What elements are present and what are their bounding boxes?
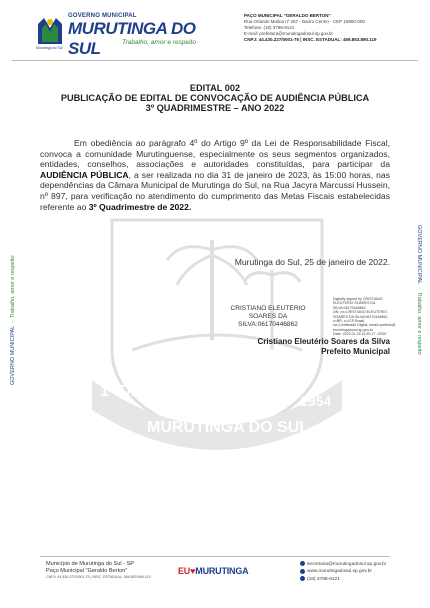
digital-line: Digitally signed by CRISTIANO	[333, 297, 383, 301]
right-ribbon-label: GOVERNO MUNICIPAL	[416, 225, 422, 284]
digital-line: SOARES DA SILVA:06170446862,	[333, 314, 389, 319]
digital-line: murutingadosul.sp.gov.br	[333, 327, 374, 332]
watermark-city: MURUTINGA DO SUL	[147, 419, 310, 436]
signatory-role: Prefeito Municipal	[321, 347, 390, 356]
digital-line: Date: 2022.01.25 11:30:17 -03'00'	[333, 332, 387, 337]
footer-municipality: Município de Murutinga do Sul - SP	[46, 561, 134, 567]
right-ribbon-slogan: Trabalho, amor e respeito	[416, 291, 422, 355]
municipal-logo	[34, 10, 224, 58]
header-cnpj: CNPJ: 44.430.227/0001-75 | INSC. ESTADUAL: 469.853.890.119	[244, 37, 377, 42]
digital-line: c=BR, o=ICP-Brasil,	[333, 319, 366, 324]
digital-line: ELEUTERIO SOARES DA	[333, 301, 376, 306]
phone-icon	[300, 576, 305, 581]
edital-heading: PUBLICAÇÃO DE EDITAL DE CONVOCAÇÃO DE AUDIÊNCIA PÚBLICA	[60, 93, 370, 103]
footer-divider	[40, 556, 390, 557]
body-part-1: Em obediência ao parágrafo 4º do Artigo 9º da Lei de Responsabilidade Fiscal, convoca a comunidade Murutinguense, especialmente os seus segmentos organizados, entidades, conselhos, associações e autoridades constituídas, para participar da	[40, 138, 390, 170]
header-contact-info	[244, 13, 414, 43]
letterhead	[12, 10, 418, 58]
signatory-name: Cristiano Eleutério Soares da Silva	[257, 337, 390, 346]
right-side-ribbon: GOVERNO MUNICIPAL · Trabalho, amor e respeito	[416, 225, 422, 355]
heart-icon: ♥	[190, 566, 196, 576]
logo-city-name: MURUTINGA DO SUL	[68, 19, 196, 58]
left-ribbon-label: GOVERNO MUNICIPAL	[10, 326, 16, 385]
logo-slogan: Trabalho, amor e respeito	[122, 39, 196, 46]
body-strong-quadrimestre: 3º Quadrimestre de 2022.	[88, 201, 192, 212]
watermark-ring-text: 1º DE MAIO	[100, 383, 188, 400]
cert-line-1: CRISTIANO ELEUTERIO	[230, 305, 306, 312]
header-address: Rua Orlando Molina nº 267 - Bairro Centro - CEP 16950-000	[244, 19, 365, 24]
brand-suffix: MURUTINGA	[195, 566, 249, 576]
footer-address	[46, 561, 150, 581]
email-icon	[300, 561, 305, 566]
footer-brand	[178, 566, 248, 576]
edital-period: 3º QUADRIMESTRE – ANO 2022	[145, 103, 285, 113]
coat-of-arms-watermark	[72, 200, 362, 460]
edital-number: EDITAL 002	[189, 83, 241, 93]
footer-email[interactable]: secretaria@murutingadosul.sp.gov.br	[307, 562, 387, 567]
footer-contacts	[300, 561, 386, 583]
digital-line: ou=Certificado Digital, email=prefeito@	[333, 323, 396, 328]
header-divider	[12, 60, 418, 61]
certificate-name-block	[218, 305, 318, 329]
edital-title	[40, 83, 390, 113]
body-strong-audiencia: AUDIÊNCIA PÚBLICA	[40, 169, 129, 180]
left-side-ribbon: GOVERNO MUNICIPAL · Trabalho, amor e respeito	[10, 255, 16, 385]
logo-emblem-icon	[34, 14, 66, 48]
footer-office: Paço Municipal "Geraldo Berton"	[46, 567, 128, 574]
brand-prefix: EU	[178, 566, 191, 576]
footer-site[interactable]: www.murutingadosul.sp.gov.br	[307, 569, 372, 575]
cert-line-2: SOARES DA	[248, 313, 288, 320]
watermark-year: 1954	[300, 393, 332, 409]
left-ribbon-slogan: Trabalho, amor e respeito	[10, 255, 16, 319]
header-office: PAÇO MUNICIPAL "GERALDO BERTON"	[244, 13, 331, 18]
globe-icon	[300, 569, 305, 574]
digital-line: SILVA:06170446862	[333, 305, 366, 310]
header-phone: Telefone: (18) 3788-9121	[244, 25, 295, 30]
digital-signature-details	[333, 297, 401, 337]
footer-cnpj: CNPJ: 44.430.227/0001-75 | INSC. ESTADUAL: 469.853.890.119	[46, 575, 151, 580]
cert-line-3: SILVA:06170446862	[238, 321, 298, 328]
edital-body	[40, 138, 390, 212]
footer-phone: (18) 3788-9121	[307, 576, 340, 582]
body-part-2: , a ser realizada no dia 31 de janeiro de 2023, às 15:00 horas, nas dependências da Câmara Municipal de Murutinga do Sul, na Rua Jacyra Marcussi Hussein, nº 897, para verificação no atendimento do cumprimento das Metas Fiscais estabelecidas referente ao	[40, 169, 390, 212]
logo-subtext: Murutinga do Sul	[36, 46, 63, 50]
digital-line: DN: cn=CRISTIANO ELEUTERIO	[333, 310, 388, 315]
header-email: E-mail: prefeitura@murutingadosul.sp.gov.br	[244, 31, 334, 36]
logo-gov-label: GOVERNO MUNICIPAL	[68, 13, 137, 19]
document-date: Murutinga do Sul, 25 de janeiro de 2022.	[234, 257, 390, 267]
